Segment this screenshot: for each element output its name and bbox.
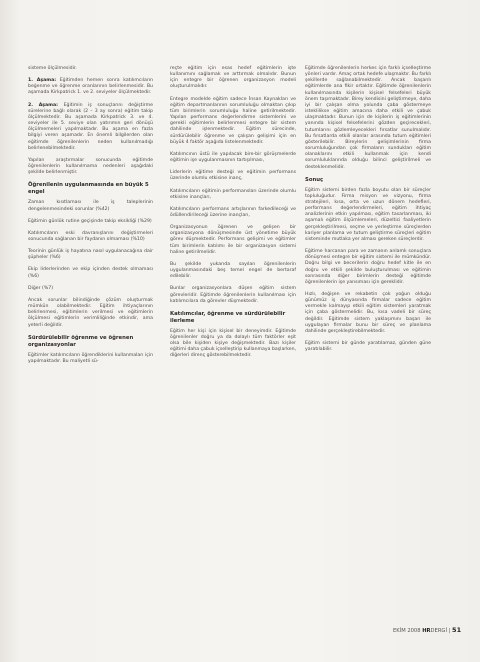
factor-3-paragraph: Katılımcıların eğitimin performansları üzerinde olumlu etkisine inançları, bbox=[170, 188, 296, 200]
obstacle-item-4: Teorinin günlük iş hayatına nasıl uygulanacağına dair şüpheler (%6) bbox=[28, 249, 153, 261]
factor-2-paragraph: Liderlerin eğitime desteği ve eğitimin performans üzerinde olumlu etkisine inanç, bbox=[170, 170, 296, 182]
factor-1-paragraph: Katılımcının üstü ile yapılacak bire-bir görüşmelerde eğitimin işe uygulanmasının tartışılması, bbox=[170, 151, 296, 164]
organization-paragraph: Organizasyonun öğrenen ve gelişen bir organizasyona dönüşmesinde üst yönetime büyük görev düşmektedir. Performans gelişimi ve eğitimler tüm birimlerin katılımı ile bir organizasyon sistemi haline getirilmelidir. bbox=[170, 225, 296, 255]
issue-date: EKİM 2008 bbox=[393, 628, 421, 634]
research-paragraph: Yapılan araştırmalar sonucunda eğitimde öğrenilenlerin kullanılmama nedenleri aşağıdaki şekilde belirlenmiştir. bbox=[28, 157, 153, 176]
step2-text: Eğitimin iş sonuçlarını değiştirme sürelerine bağlı olarak (2 – 3 ay sonra) eğitim takip ölçülmektedir. Bu aşamada Kirkpatrick 3. ve 4. seviyeler ile 5. seviye olan yatırımın geri dönüşü ölçülmemeleri yapılmaktadır. Bu aşama en fazla bilgiyi veren aşamadır. En önemli bilgilerden olan eğitimde öğrenilenlerin neden kullanılmadığı belirlenebilmektedir. bbox=[28, 102, 153, 151]
personal-experience-paragraph: Eğitim her kişi için kişisel bir deneyimdir. Eğitimde öğrenilenler doğru ya da dolaylı tüm faktörler eşit olsa bile kişiden kişiye değişmektedir. Bazı kişiler eğitimi daha çabuk içselleştirip kullanmaya başlarken, diğerleri direnç gösterebilmektedir. bbox=[170, 328, 296, 359]
factor-4-paragraph: Katılımcıların performans artışlarının farkedileceği ve ödüllendirileceği üzerine inançları, bbox=[170, 206, 296, 218]
obstacles-heading: Öğrenilenin uygulanmasında en büyük 5 engel bbox=[28, 182, 149, 196]
step1-text: Eğitimden hemen sonra katılımcıların beğenme ve öğrenme oranlarının belirlenmesidir. Bu aşamada Kirkpatrick 1. ve 2. seviyeler ölçülmektedir. bbox=[28, 78, 153, 96]
obstacle-item-2: Eğitimin günlük rutine geçişinde takip eksikliği (%29) bbox=[28, 218, 152, 224]
magazine-brand: HR bbox=[422, 628, 431, 634]
solution-paragraph: Ancak sorunlar bilindiğinde çözüm oluşturmak mümkün olabilmektedir. Eğitim ihtiyaçlarının belirlenmesi, eğitimlerin verilmesi ve eğitimlerin ölçülmesi eğitimlerin verimliliğinde etkindir, ama yeterli değildir. bbox=[28, 297, 153, 328]
investment-paragraph: Eğitime harcanan para ve zamanın anlamlı sonuçlara dönüşmesi entegre bir eğitim sistemi ile mümkündür. Doğru bilgi ve becerilerin doğru hedef kitle ile en doğru ve etkili şekilde buluşturulması ve eğitimin sonrasında diğer birimlerin desteği eğitimde öğrenilenlerin işe yansıması için gereklidir. bbox=[305, 249, 431, 285]
internalization-paragraph: Eğitimde öğrenilenlerin herkes için farklı içselleştirme yönleri vardır. Amaç ortak hedefe ulaşmaktır. Bu farklı şekillerde sağlanabilmektedir. Ancak başarılı eğitimlerde ana fikir ortaktır. Eğitimde öğrenilenlerin kullanılmasında kişilerin kişisel felsefeleri büyük önem taşımaktadır. Birey kendisini geliştirmeye, daha iyi bir çalışan olma yolunda çaba göstermeye isteklilikse eğitim amacına daha etkili ve çabuk ulaşmaktadır. Bunun için de kişilerin iş eğitimlerinin yanında kişisel felsefelerini gözden geçirecekleri, tutumlarını gözlemleyecekleri fırsatlar sunulmalıdır. Bu fırsatlarda etkili olanlar arasında tutum eğitimleri gösterilebilir. Bireylerin gelişimlerinin firma sorumluluğundan çok firmaların sundukları eğitim olanaklarını etkili kullanmak için kendi sorumluluklarında olduğu bilinci geliştirilmeli ve desteklenmelidir. bbox=[305, 66, 431, 170]
training-system-paragraph: Eğitim sistemi birden fazla boyutu olan bir süreçler topluluğudur. Firma misyon ve vizyonu, firma stratejileri, kısa, orta ve uzun dönem hedefleri, performans değerlendirmeleri, eğitim ihtiyaç analizlerinin etkin yapılması, eğitim tasarlanması, iki aşamalı eğitim ölçümlemeleri, düzeltici faaliyetlerin gerçekleştirilmesi, seçme ve yerleştirme süreçlerden kariyer planlama ve tutum geliştirme süreçleri eğitim sisteminde mutlaka yer alması gereken süreçlerdir. bbox=[305, 187, 431, 242]
step1-paragraph bbox=[28, 78, 153, 96]
closing-paragraph: Eğitim sistemi bir günde yaratılamaz, günden güne yaratılabilir. bbox=[305, 341, 431, 353]
intro-text: sisteme ölçülmesidir. bbox=[28, 66, 77, 71]
step2-paragraph bbox=[28, 103, 153, 152]
obstacle-item-3: Katılımcıların eski davranışlarını değiştirmeleri sonucunda sağlanan bir faydanın olmaması (%10) bbox=[28, 230, 153, 242]
competition-paragraph: Hızlı, değişen ve rekabetin çok yoğun olduğu günümüz iş dünyasında firmalar sadece eğitim vermekle kalmayıp etkili eğitim sistemleri yaratmak için çaba göstermelidir. Bu, kısa vadeli bir süreç değildir. Eğitimde sistem yaklaşımını başarı ile uygulayan firmalar bunu bir süreç ve planlama dahilinde gerçekleştirebilmektedir. bbox=[305, 292, 431, 334]
text-column-3 bbox=[305, 66, 431, 359]
step1-label: 1. Aşama: bbox=[28, 78, 57, 84]
page-footer bbox=[393, 626, 461, 634]
text-column-2 bbox=[170, 66, 296, 366]
conclusion-heading: Sonuç bbox=[305, 176, 324, 183]
obstacle-item-1: Zaman kısıtlaması ile iş taleplerinin dengelenmesindeki sorunlar (%42) bbox=[28, 200, 153, 212]
participants-heading: Katılımcılar, öğrenme ve sürdürülebilir ilerleme bbox=[170, 310, 286, 324]
page-number: 51 bbox=[452, 626, 462, 634]
footer-separator: | bbox=[448, 628, 451, 634]
text-column-1 bbox=[28, 66, 153, 371]
integrated-model-paragraph: Entegre modelde eğitim sadece İnsan Kaynakları ve eğitim departmanlarının sorumluluğu olmaktan çıkıp tüm birimlerin sorumluluğu haline getirilmektedir. Yapılan performans değerlendirme sistemlerini ve gerekli eğitimlerin belirlenmesi entegre bir sistem dahilinde işlenmektedir. Eğitim sürecinde, sürdürülebilir öğrenme ve çalışan gelişimi için en büyük 4 faktör aşağıda listelenmektedir. bbox=[170, 96, 296, 145]
sustainable-learning-heading: Sürdürülebilir öğrenme ve öğrenen organizasyonlar bbox=[28, 334, 134, 348]
obstacle-item-5: Ekip liderlerinden ve ekip içinden destek olmaması (%6) bbox=[28, 267, 153, 279]
step2-label: 2. Aşama: bbox=[28, 102, 58, 108]
obstacles-removed-paragraph: Bu şekilde yukarıda sayılan öğrenilenlerin uygulanmasındaki beş temel engel de bertaraf edilebilir. bbox=[170, 261, 296, 280]
duties-paragraph: Bunlar organizasyonlara düşen eğitim sistem görevleridir. Eğitimde öğrenilenlerin kullanılması için katılımcılara da görevler düşmektedir. bbox=[170, 286, 296, 304]
obstacle-item-6: Diğer (%7) bbox=[28, 285, 54, 291]
goal-paragraph: reçte eğitim için esas hedef eğitimlerin işte kullanımını sağlamak ve arttırmak olmalıdır. Bunun için entegre bir öğrenen organizasyon modeli oluşturulmalıdır. bbox=[170, 66, 296, 90]
magazine-brand-suffix: DERGİ bbox=[430, 628, 447, 634]
participants-paragraph: Eğitimler katılımcıların öğrendiklerini kullanmaları için yapılmaktadır. Bu maliyetli sü- bbox=[28, 352, 154, 364]
